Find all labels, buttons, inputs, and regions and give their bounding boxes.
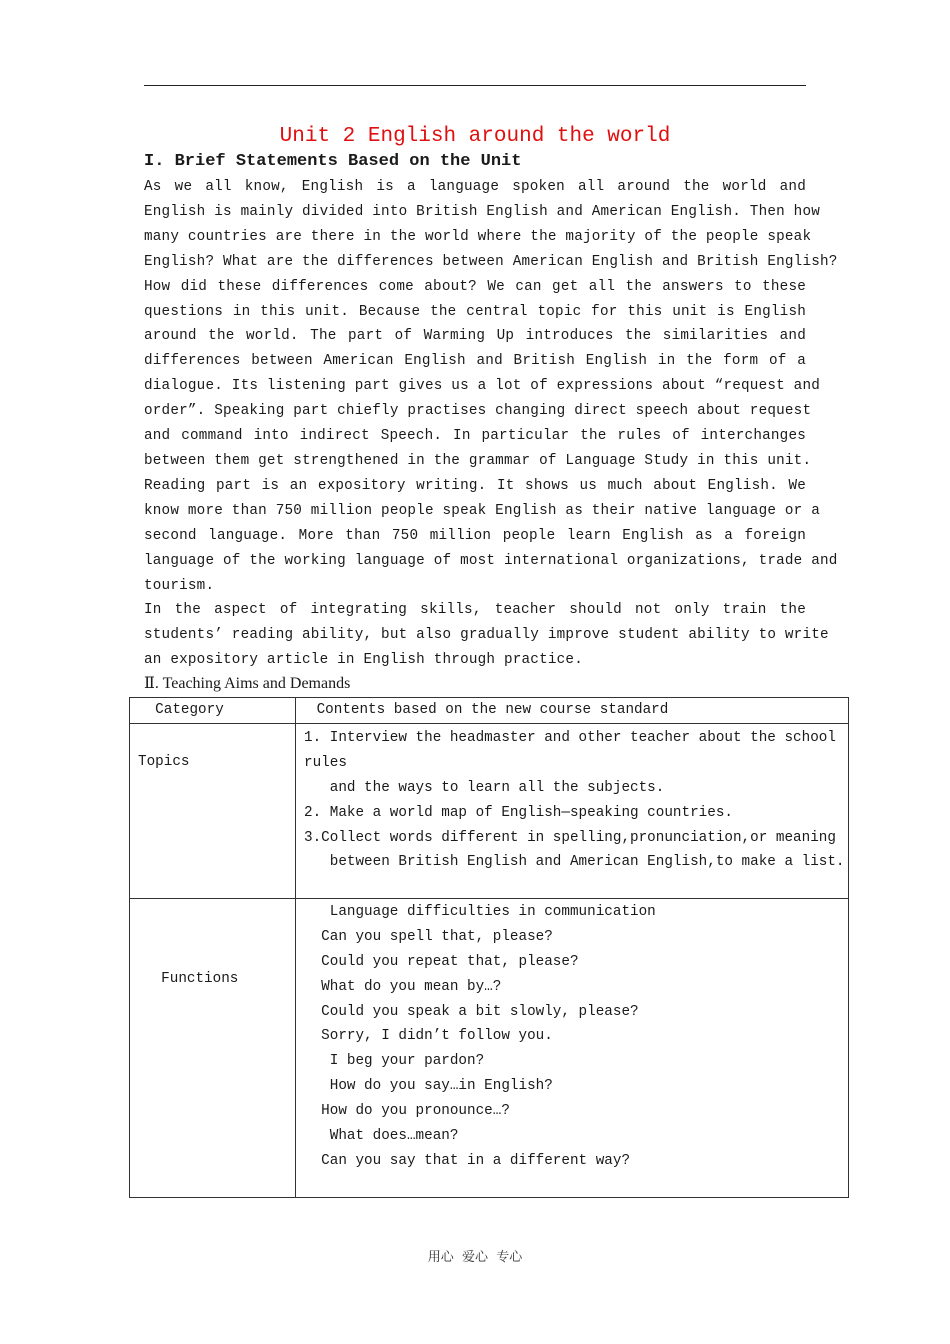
list-item: rules [304, 754, 347, 771]
page-footer: 用心 爱心 专心 [427, 1250, 523, 1265]
text-line: order”. Speaking part chiefly practises changing direct speech about request [144, 403, 812, 420]
paragraph-intro [144, 175, 838, 474]
list-item: What do you mean by…? [304, 978, 502, 995]
paragraph-reading [144, 474, 838, 599]
text-line: tourism. [144, 577, 215, 594]
list-item: and the ways to learn all the subjects. [304, 779, 665, 796]
section-heading-brief-statements: I. Brief Statements Based on the Unit [144, 152, 522, 171]
teaching-aims-table [129, 697, 849, 1198]
paragraph-skills [144, 598, 829, 673]
list-item: I beg your pardon? [304, 1053, 485, 1070]
text-line: Reading part is an expository writing. It shows us much about English. We [144, 478, 806, 494]
contents-cell [296, 723, 849, 898]
column-header-contents: Contents based on the new course standard [308, 702, 669, 718]
list-item: Could you repeat that, please? [304, 953, 579, 970]
text-line: between them get strengthened in the grammar of Language Study in this unit. [144, 452, 812, 469]
column-header-category: Category [138, 702, 224, 718]
list-item: Could you speak a bit slowly, please? [304, 1003, 639, 1020]
list-item: What does…mean? [304, 1128, 459, 1145]
text-line: English is mainly divided into British English and American English. Then how [144, 203, 821, 220]
text-line: English? What are the differences between American English and British English? [144, 253, 838, 270]
category-label-functions: Functions [144, 970, 239, 987]
table-row-functions [130, 898, 849, 1197]
text-line: In the aspect of integrating skills, teacher should not only train the [144, 602, 806, 618]
list-item: Sorry, I didn’t follow you. [304, 1028, 553, 1045]
text-line: As we all know, English is a language spoken all around the world and [144, 179, 806, 195]
list-item: How do you pronounce…? [304, 1103, 510, 1120]
list-item: 2. Make a world map of English—speaking countries. [304, 804, 733, 821]
list-item: Language difficulties in communication [304, 903, 656, 920]
list-item: between British English and American English,to make a list. [304, 854, 845, 871]
text-line: dialogue. Its listening part gives us a lot of expressions about “request and [144, 378, 821, 395]
header-rule [144, 85, 806, 86]
list-item: Can you say that in a different way? [304, 1152, 631, 1169]
text-line: around the world. The part of Warming Up introduces the similarities and [144, 328, 806, 345]
text-line: second language. More than 750 million people learn English as a foreign [144, 527, 806, 544]
text-line: and command into indirect Speech. In particular the rules of interchanges [144, 428, 806, 445]
text-line: students’ reading ability, but also gradually improve student ability to write [144, 626, 829, 643]
table-header-cell [296, 698, 849, 724]
text-line: How did these differences come about? We can get all the answers to these [144, 278, 806, 295]
category-cell [130, 723, 296, 898]
table-header-cell [130, 698, 296, 724]
text-line: differences between American English and British English in the form of a [144, 353, 806, 370]
category-label-topics: Topics [138, 753, 190, 770]
text-line: language of the working language of most international organizations, trade and [144, 552, 838, 569]
text-line: questions in this unit. Because the central topic for this unit is English [144, 303, 806, 320]
list-item: 3.Collect words different in spelling,pronunciation,or meaning [304, 829, 836, 846]
page-title: Unit 2 English around the world [279, 125, 671, 148]
table-header-row [130, 698, 849, 724]
section-heading-teaching-aims: Ⅱ. Teaching Aims and Demands [144, 675, 351, 692]
table-row-topics [130, 723, 849, 898]
contents-cell [296, 898, 849, 1197]
text-line: an expository article in English through practice. [144, 651, 583, 668]
text-line: know more than 750 million people speak English as their native language or a [144, 502, 821, 519]
list-item: 1. Interview the headmaster and other teacher about the school [304, 729, 836, 746]
list-item: How do you say…in English? [304, 1078, 553, 1095]
text-line: many countries are there in the world where the majority of the people speak [144, 228, 812, 245]
list-item: Can you spell that, please? [304, 928, 553, 945]
category-cell [130, 898, 296, 1197]
